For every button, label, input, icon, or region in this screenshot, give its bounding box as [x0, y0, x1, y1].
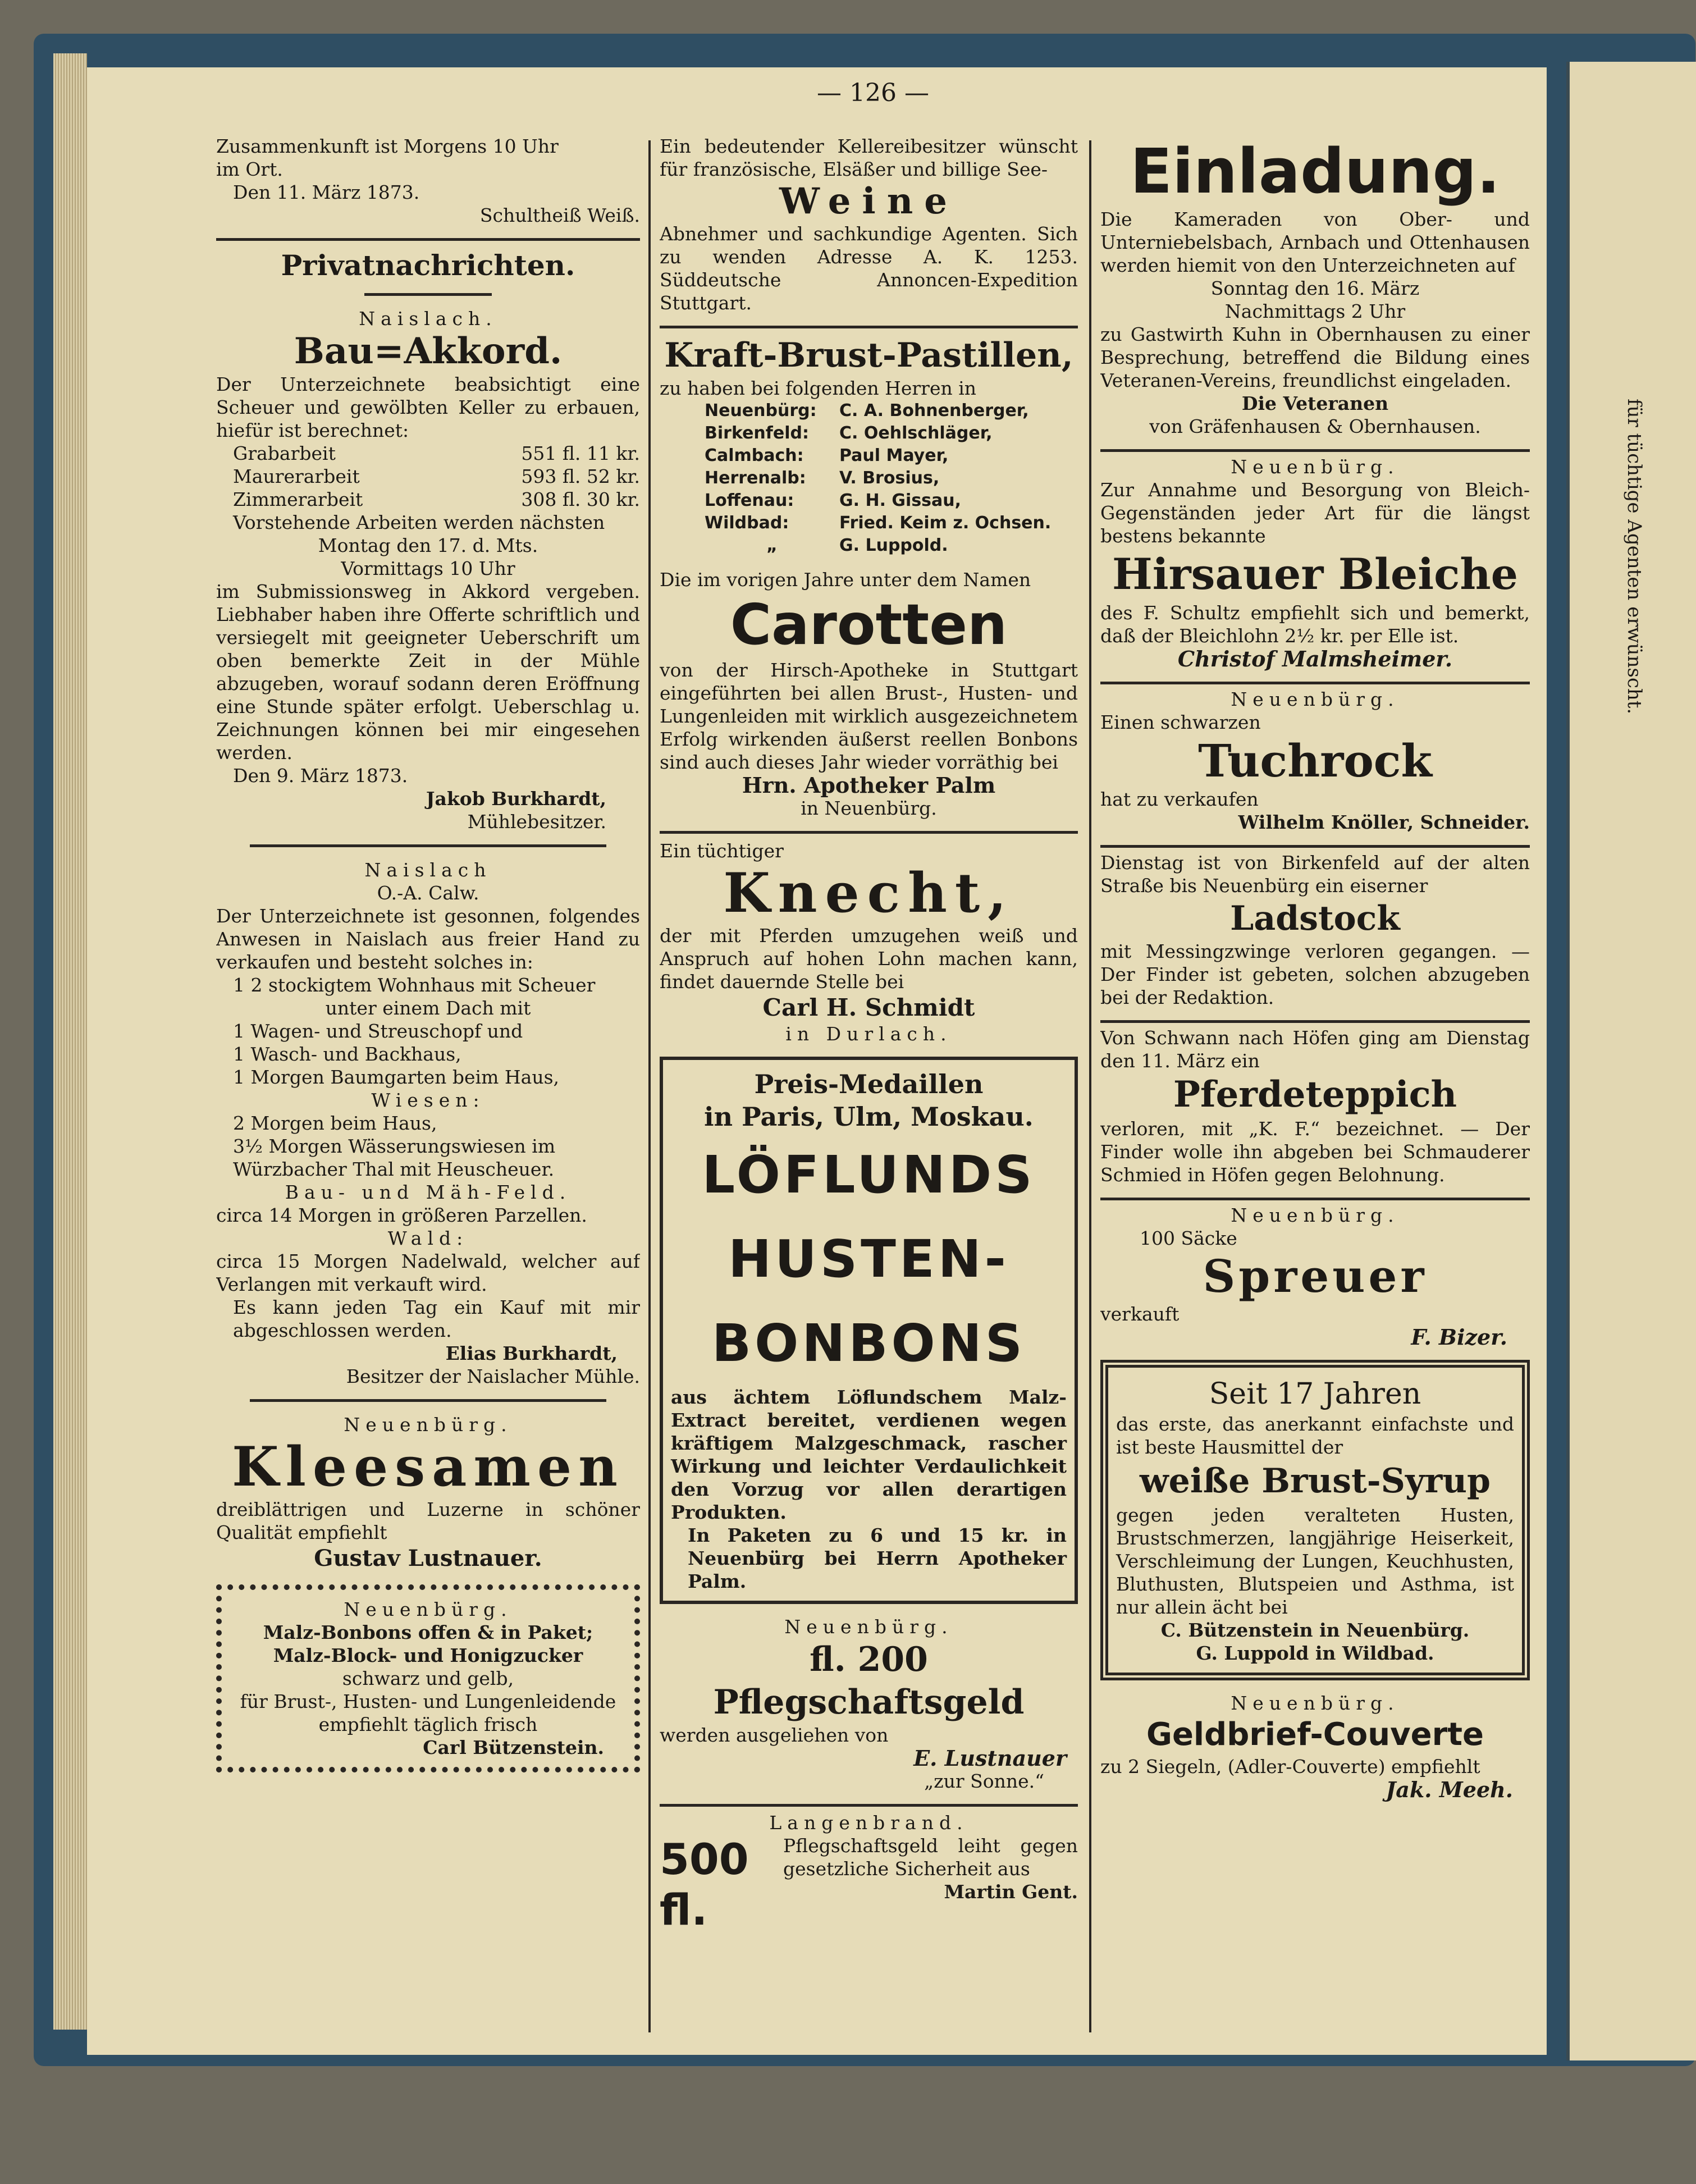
ad-couverte — [1100, 1692, 1530, 1801]
ad-subhead: Wald: — [387, 1227, 469, 1249]
dealer-name: C. A. Bohnenberger, — [839, 401, 1029, 421]
ad-knecht — [660, 839, 1078, 1045]
cost-amount: 551 fl. 11 kr. — [521, 442, 640, 464]
ad-pastillen — [660, 334, 1078, 557]
dealer-row — [705, 490, 1078, 512]
ad-body: zu Gastwirth Kuhn in Obernhausen zu einer Besprechung, betreffend die Bildung eines Veteranen-Vereins, freundlichst eingeladen. — [1100, 323, 1530, 391]
ad-signature: Jak. Meeh. — [1386, 1777, 1513, 1802]
ad-title: Bau=Akkord. — [294, 330, 563, 372]
ad-signature: Carl H. Schmidt — [762, 994, 975, 1021]
ad-body: zu 2 Siegeln, (Adler-Couverte) empfiehlt — [1100, 1756, 1480, 1778]
divider — [250, 1399, 606, 1402]
adjacent-page — [1566, 62, 1696, 2060]
ad-title: Tuchrock — [1198, 734, 1432, 787]
ad-title: weiße Brust-Syrup — [1140, 1461, 1491, 1501]
ad-signature: Die Veteranen — [1241, 392, 1389, 414]
ad-title: Spreuer — [1203, 1250, 1428, 1303]
ad-line: 1 Wasch- und Backhaus, — [233, 1043, 461, 1065]
product-name: LÖFLUNDS — [702, 1145, 1036, 1205]
divider — [1100, 1020, 1530, 1023]
ad-place: Neuenbürg. — [1231, 456, 1400, 478]
cost-name: Maurerarbeit — [233, 465, 360, 487]
cost-row — [216, 442, 640, 465]
ad-place: Langenbrand. — [769, 1812, 968, 1834]
ad-amount: 500 fl. — [660, 1834, 749, 1935]
ad-ladstock — [1100, 851, 1530, 1009]
cost-amount: 308 fl. 30 kr. — [521, 488, 640, 510]
ad-spreuer — [1100, 1204, 1530, 1349]
dealer-row — [705, 400, 1078, 422]
ad-body: aus ächtem Löflundschem Malz-Extract bereitet, verdienen wegen kräftigem Malzgeschmack, rascher Wirkung und leichter Verdaulichkeit den Vorzug vor allen derartigen Produkten. — [671, 1386, 1067, 1523]
ad-body: des F. Schultz empfiehlt sich und bemerkt, daß der Bleichlohn 2½ kr. per Elle ist. — [1100, 602, 1530, 647]
dealer-town: Loffenau: — [705, 491, 794, 510]
ad-body: Vorstehende Arbeiten werden nächsten — [233, 511, 605, 533]
ad-date: Den 9. März 1873. — [233, 765, 408, 787]
notice-date: Den 11. März 1873. — [233, 181, 420, 203]
ad-body: Ein bedeutender Kellereibesitzer wünscht für französische, Elsäßer und billige See- — [660, 135, 1078, 180]
product-name: HUSTEN- — [728, 1229, 1009, 1289]
ad-intro: Der Unterzeichnete ist gesonnen, folgendes Anwesen in Naislach aus freier Hand zu verkaufen und besteht solches in: — [216, 905, 640, 973]
column-rule — [648, 140, 651, 2032]
ad-line: Malz-Block- und Honigzucker — [273, 1644, 583, 1666]
ad-langenbrand — [660, 1811, 1078, 1935]
dealer-town: Birkenfeld: — [705, 423, 809, 443]
notice-top — [216, 135, 640, 227]
cost-row — [216, 465, 640, 488]
ad-carotten — [660, 568, 1078, 820]
section-title: Privatnachrichten. — [281, 249, 575, 282]
dealer-row — [705, 422, 1078, 445]
ad-signature: E. Lustnauer — [913, 1746, 1067, 1771]
ad-weine — [660, 135, 1078, 314]
ad-kleesamen — [216, 1413, 640, 1573]
ad-body: Zur Annahme und Besorgung von Bleich-Gegenständen jeder Art für die längst bestens bekannte — [1100, 479, 1530, 547]
ad-body: werden ausgeliehen von — [660, 1724, 889, 1746]
ad-body: das erste, das anerkannt einfachste und ist beste Hausmittel der — [1116, 1413, 1514, 1458]
ad-body: gegen jeden veralteten Husten, Brustschmerzen, langjährige Heiserkeit, Verschleimung der Lungen, Keuchhusten, Bluthusten, Blutspeien und Asthma, ist nur allein ächt bei — [1116, 1504, 1514, 1618]
ad-body: hat zu verkaufen — [1100, 788, 1259, 810]
ad-line: circa 14 Morgen in größeren Parzellen. — [216, 1204, 587, 1226]
divider — [364, 293, 492, 296]
ad-signature: Jakob Burkhardt, — [426, 788, 606, 810]
ad-title: Geldbrief-Couverte — [1146, 1716, 1484, 1753]
divider — [250, 844, 606, 847]
notice-line: Zusammenkunft ist Morgens 10 Uhr — [216, 135, 559, 157]
notice-line: im Ort. — [216, 158, 283, 180]
ad-signature: Wilhelm Knöller, Schneider. — [1238, 811, 1530, 833]
ad-anwesen — [216, 858, 640, 1388]
ad-title: Ladstock — [1230, 899, 1400, 938]
ad-signature: Gustav Lustnauer. — [314, 1545, 542, 1571]
ad-body: Abnehmer und sachkundige Agenten. Sich zu wenden Adresse A. K. 1253. Süddeutsche Annoncen-Expedition Stuttgart. — [660, 223, 1078, 314]
dealer-name: C. Oehlschläger, — [839, 423, 993, 443]
column-3 — [1100, 135, 1530, 2032]
ad-body: Die Kameraden von Ober- und Unterniebelsbach, Arnbach und Ottenhausen werden hiemit von den Unterzeichneten auf — [1100, 208, 1530, 276]
ad-title: fl. 200 Pflegschaftsgeld — [713, 1640, 1025, 1722]
cost-amount: 593 fl. 52 kr. — [521, 465, 640, 487]
ad-loeflund — [660, 1057, 1078, 1604]
ad-text — [783, 1834, 1078, 1903]
ad-signature: C. Bützenstein in Neuenbürg. — [1160, 1619, 1470, 1641]
dealer-row — [705, 512, 1078, 534]
ad-title: Carotten — [730, 592, 1008, 657]
ad-signature: F. Bizer. — [1411, 1324, 1507, 1350]
ad-date: Sonntag den 16. März — [1210, 277, 1420, 299]
divider — [1100, 449, 1530, 452]
ad-place: Naislach. — [359, 308, 497, 330]
ad-body: verloren, mit „K. F.“ bezeichnet. — Der Finder wolle ihn abgeben bei Schmauderer Schmied in Höfen gegen Belohnung. — [1100, 1118, 1530, 1186]
ad-place: Naislach — [364, 859, 492, 881]
medal-line: Preis-Medaillen — [754, 1069, 984, 1099]
cost-name: Zimmerarbeit — [233, 488, 363, 510]
ad-intro: Die im vorigen Jahre unter dem Namen — [660, 569, 1031, 591]
column-1 — [216, 135, 640, 2032]
ad-signature: „zur Sonne.“ — [924, 1770, 1044, 1792]
ad-line: Malz-Bonbons offen & in Paket; — [263, 1621, 593, 1643]
dealer-name: Paul Mayer, — [839, 446, 949, 465]
ad-quantity: 100 Säcke — [1140, 1227, 1237, 1249]
ad-place: Neuenbürg. — [1231, 1204, 1400, 1226]
ad-body: Von Schwann nach Höfen ging am Dienstag den 11. März ein — [1100, 1027, 1530, 1072]
ad-line: circa 15 Morgen Nadelwald, welcher auf Verlangen mit verkauft wird. — [216, 1250, 640, 1295]
ad-pflegschaftsgeld — [660, 1615, 1078, 1793]
ad-body: von der Hirsch-Apotheke in Stuttgart eingeführten bei allen Brust-, Husten- und Lungenleiden mit wirklich ausgezeichnetem Erfolg wirkenden äußerst reellen Bonbons sind auch dieses Jahr wieder vorräthig bei — [660, 659, 1078, 773]
ad-line: 2 Morgen beim Haus, — [233, 1112, 437, 1134]
page-number: — 126 — — [817, 79, 929, 107]
ad-place: Neuenbürg. — [784, 1616, 953, 1638]
ad-line: unter einem Dach mit — [325, 997, 531, 1019]
ad-body: der mit Pferden umzugehen weiß und Anspruch auf hohen Lohn machen kann, findet dauernde Stelle bei — [660, 925, 1078, 993]
dealer-name: G. Luppold. — [839, 536, 948, 555]
ad-title: Weine — [779, 180, 958, 222]
ad-signature: Elias Burkhardt, — [445, 1342, 618, 1364]
dealer-town: Wildbad: — [705, 513, 789, 533]
ad-intro: Ein tüchtiger — [660, 840, 784, 862]
ad-title: Kraft-Brust-Pastillen, — [664, 336, 1073, 375]
product-name: BONBONS — [712, 1313, 1026, 1373]
ad-signature: Hrn. Apotheker Palm — [742, 773, 996, 798]
next-page-heading: für tüchtige Agenten erwünscht. — [1623, 399, 1645, 715]
ad-title: Kleesamen — [232, 1435, 624, 1498]
ad-intro: Einen schwarzen — [1100, 711, 1261, 733]
ad-title: Seit 17 Jahren — [1209, 1377, 1421, 1411]
ad-body: Montag den 17. d. Mts. — [318, 534, 538, 556]
ad-brust-syrup — [1100, 1360, 1530, 1680]
notice-signature: Schultheiß Weiß. — [479, 204, 640, 226]
ad-line: Es kann jeden Tag ein Kauf mit mir abgeschlossen werden. — [233, 1296, 640, 1341]
ad-place: Neuenbürg. — [1231, 1692, 1400, 1714]
ad-bleiche — [1100, 455, 1530, 670]
ad-body: In Paketen zu 6 und 15 kr. in Neuenbürg bei Herrn Apotheker Palm. — [688, 1524, 1067, 1592]
page-edges — [53, 53, 87, 2030]
ad-intro: Der Unterzeichnete beabsichtigt eine Scheuer und gewölbten Keller zu erbauen, hiefür ist berechnet: — [216, 373, 640, 441]
ad-place: Neuenbürg. — [344, 1414, 513, 1436]
divider — [660, 326, 1078, 328]
ad-signature: von Gräfenhausen & Obernhausen. — [1149, 415, 1481, 437]
divider — [1100, 845, 1530, 848]
divider — [660, 1804, 1078, 1807]
ad-body: Pflegschaftsgeld leiht gegen gesetzliche Sicherheit aus — [783, 1835, 1078, 1880]
ad-line: für Brust-, Husten- und Lungenleidende empfiehlt täglich frisch — [240, 1690, 616, 1735]
ad-signature: Carl Bützenstein. — [423, 1737, 604, 1758]
dealer-town: „ — [766, 536, 778, 555]
ad-subplace: O.-A. Calw. — [377, 882, 479, 904]
dealer-table — [660, 400, 1078, 557]
newspaper-content — [216, 79, 1530, 2055]
column-2 — [660, 135, 1078, 2032]
ad-line: 3½ Morgen Wässerungswiesen im Würzbacher Thal mit Heuscheuer. — [233, 1135, 556, 1180]
ad-body: Vormittags 10 Uhr — [341, 558, 515, 579]
divider — [660, 831, 1078, 834]
ad-body: im Submissionsweg in Akkord vergeben. Liebhaber haben ihre Offerte schriftlich und versiegelt mit geeigneter Ueberschrift um oben bemerkte Zeit in der Mühle abzugeben, worauf sodann deren Eröffnung eine Stunde später erfolgt. Ueberschlag u. Zeichnungen können bei mir eingesehen werden. — [216, 581, 640, 764]
ad-body: mit Messingzwinge verloren gegangen. — Der Finder ist gebeten, solchen abzugeben bei der Redaktion. — [1100, 940, 1530, 1008]
divider — [1100, 1198, 1530, 1200]
ad-title: Einladung. — [1130, 135, 1500, 207]
ad-title: Knecht, — [723, 861, 1014, 925]
ad-row — [660, 1834, 1078, 1935]
cost-row — [216, 488, 640, 511]
dealer-row — [705, 445, 1078, 467]
dealer-name: Fried. Keim z. Ochsen. — [839, 513, 1052, 533]
ad-einladung — [1100, 135, 1530, 438]
divider — [1100, 682, 1530, 684]
ad-bau-akkord — [216, 307, 640, 833]
dealer-town: Herrenalb: — [705, 468, 806, 488]
ad-body: dreiblättrigen und Luzerne in schöner Qualität empfiehlt — [216, 1498, 640, 1543]
ad-body: verkauft — [1100, 1303, 1180, 1325]
dealer-row — [705, 467, 1078, 490]
column-rule — [1089, 140, 1091, 2032]
dealer-name: G. H. Gissau, — [839, 491, 962, 510]
ad-signature: Besitzer der Naislacher Mühle. — [346, 1365, 640, 1387]
ad-signature: Mühlebesitzer. — [467, 811, 606, 833]
ad-signature: in Durlach. — [785, 1023, 952, 1045]
ad-signature: in Neuenbürg. — [801, 797, 937, 819]
ad-tuchrock — [1100, 688, 1530, 834]
divider — [216, 238, 640, 241]
ad-pferdeteppich — [1100, 1026, 1530, 1186]
ad-signature: Christof Malmsheimer. — [1177, 646, 1453, 671]
ad-body: Dienstag ist von Birkenfeld auf der alten Straße bis Neuenbürg ein eiserner — [1100, 852, 1530, 897]
ad-line: 1 2 stockigtem Wohnhaus mit Scheuer — [233, 974, 596, 996]
ad-title: Hirsauer Bleiche — [1112, 549, 1519, 599]
ad-subhead: Wiesen: — [371, 1089, 485, 1111]
ad-line: schwarz und gelb, — [342, 1667, 514, 1689]
ad-signature: G. Luppold in Wildbad. — [1196, 1642, 1434, 1664]
ad-line: 1 Morgen Baumgarten beim Haus, — [233, 1066, 560, 1088]
ad-place: Neuenbürg. — [344, 1598, 513, 1620]
ad-place: Neuenbürg. — [1231, 688, 1400, 710]
ad-subhead: Bau- und Mäh-Feld. — [285, 1181, 572, 1203]
ad-intro: zu haben bei folgenden Herren in — [660, 377, 977, 399]
ad-signature: Martin Gent. — [944, 1881, 1078, 1903]
ad-date: Nachmittags 2 Uhr — [1224, 300, 1406, 322]
ad-title: Pferdeteppich — [1173, 1073, 1457, 1116]
dealer-name: V. Brosius, — [839, 468, 940, 488]
ad-line: 1 Wagen- und Streuschopf und — [233, 1020, 523, 1042]
dealer-town: Calmbach: — [705, 446, 804, 465]
dealer-town: Neuenbürg: — [705, 401, 817, 421]
medal-line: in Paris, Ulm, Moskau. — [704, 1102, 1034, 1132]
ad-malzbonbons — [216, 1584, 640, 1772]
dealer-row — [705, 534, 1078, 557]
cost-name: Grabarbeit — [233, 442, 336, 464]
